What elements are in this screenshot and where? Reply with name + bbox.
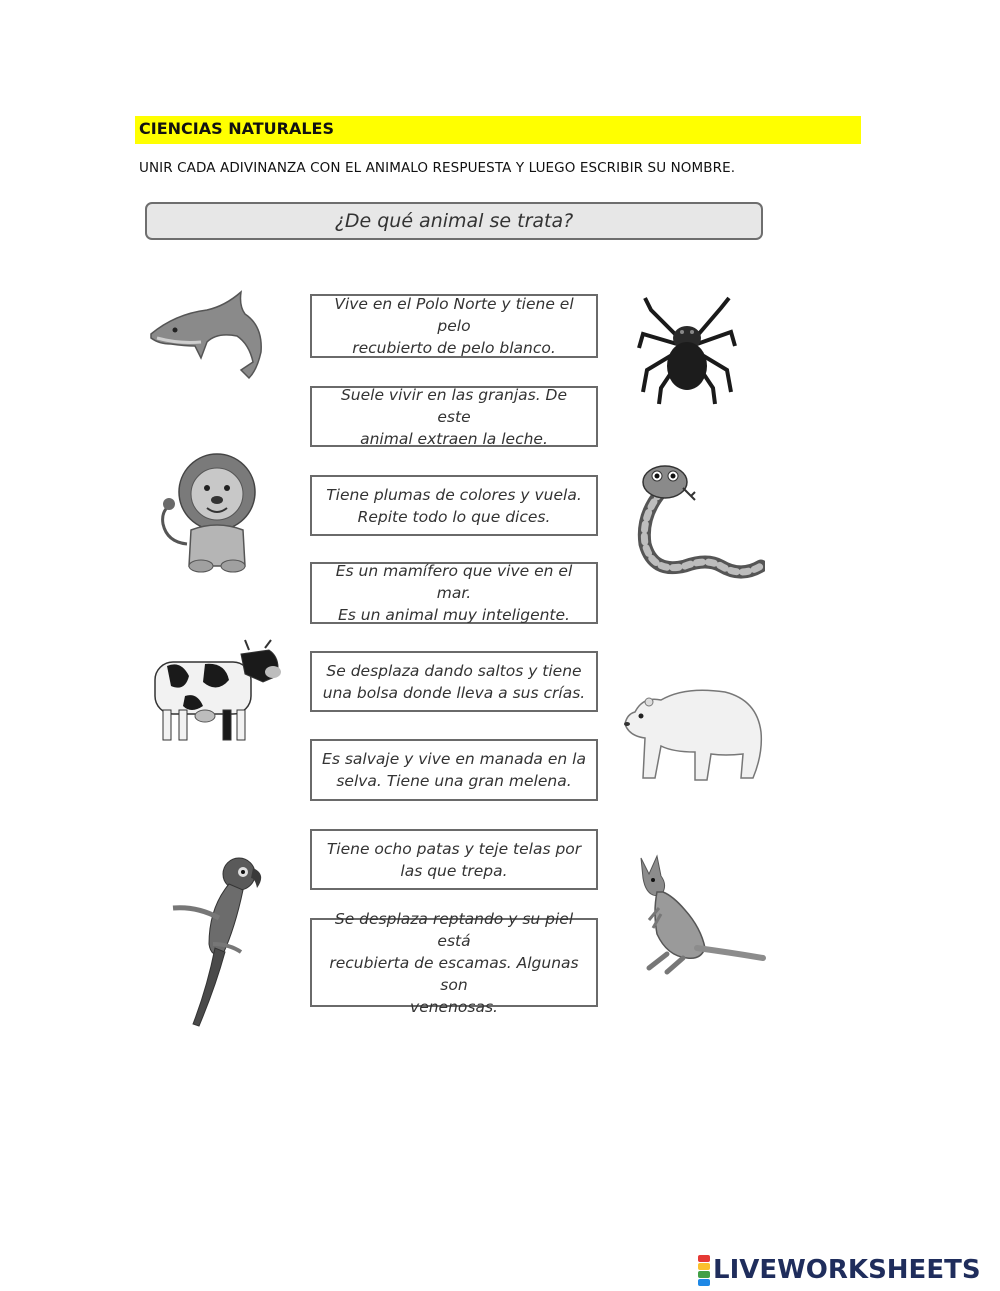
riddle-box: Tiene plumas de colores y vuela. Repite todo lo que dices. xyxy=(310,475,598,536)
riddle-box: Suele vivir en las granjas. De este animal extraen la leche. xyxy=(310,386,598,447)
parrot-image xyxy=(169,848,269,1028)
riddle-box: Es salvaje y vive en manada en la selva. Tiene una gran melena. xyxy=(310,739,598,801)
cow-image xyxy=(145,636,285,746)
riddle-box: Vive en el Polo Norte y tiene el pelo recubierto de pelo blanco. xyxy=(310,294,598,358)
riddle-box: Se desplaza reptando y su piel está recubierta de escamas. Algunas son venenosas. xyxy=(310,918,598,1007)
liveworksheets-logo xyxy=(698,1254,981,1286)
worksheet-title: ¿De qué animal se trata? xyxy=(145,202,763,240)
dolphin-image xyxy=(145,286,270,386)
logo-block xyxy=(698,1255,710,1262)
riddle-box: Se desplaza dando saltos y tiene una bolsa donde lleva a sus crías. xyxy=(310,651,598,712)
brand-name: LIVEWORKSHEETS xyxy=(713,1255,981,1285)
riddle-box: Tiene ocho patas y teje telas por las que trepa. xyxy=(310,829,598,890)
logo-block xyxy=(698,1271,710,1278)
logo-block xyxy=(698,1263,710,1270)
riddle-box: Es un mamífero que vive en el mar. Es un animal muy inteligente. xyxy=(310,562,598,624)
snake-image xyxy=(625,458,765,582)
lion-image xyxy=(157,444,267,574)
kangaroo-image xyxy=(627,848,767,976)
logo-block xyxy=(698,1279,710,1286)
logo-icon xyxy=(698,1255,710,1286)
polar-bear-image xyxy=(615,682,765,792)
worksheet xyxy=(137,196,772,1028)
subject-heading: CIENCIAS NATURALES xyxy=(135,116,861,144)
spider-image xyxy=(637,292,737,407)
instruction-text: UNIR CADA ADIVINANZA CON EL ANIMALO RESPUESTA Y LUEGO ESCRIBIR SU NOMBRE. xyxy=(139,160,736,176)
